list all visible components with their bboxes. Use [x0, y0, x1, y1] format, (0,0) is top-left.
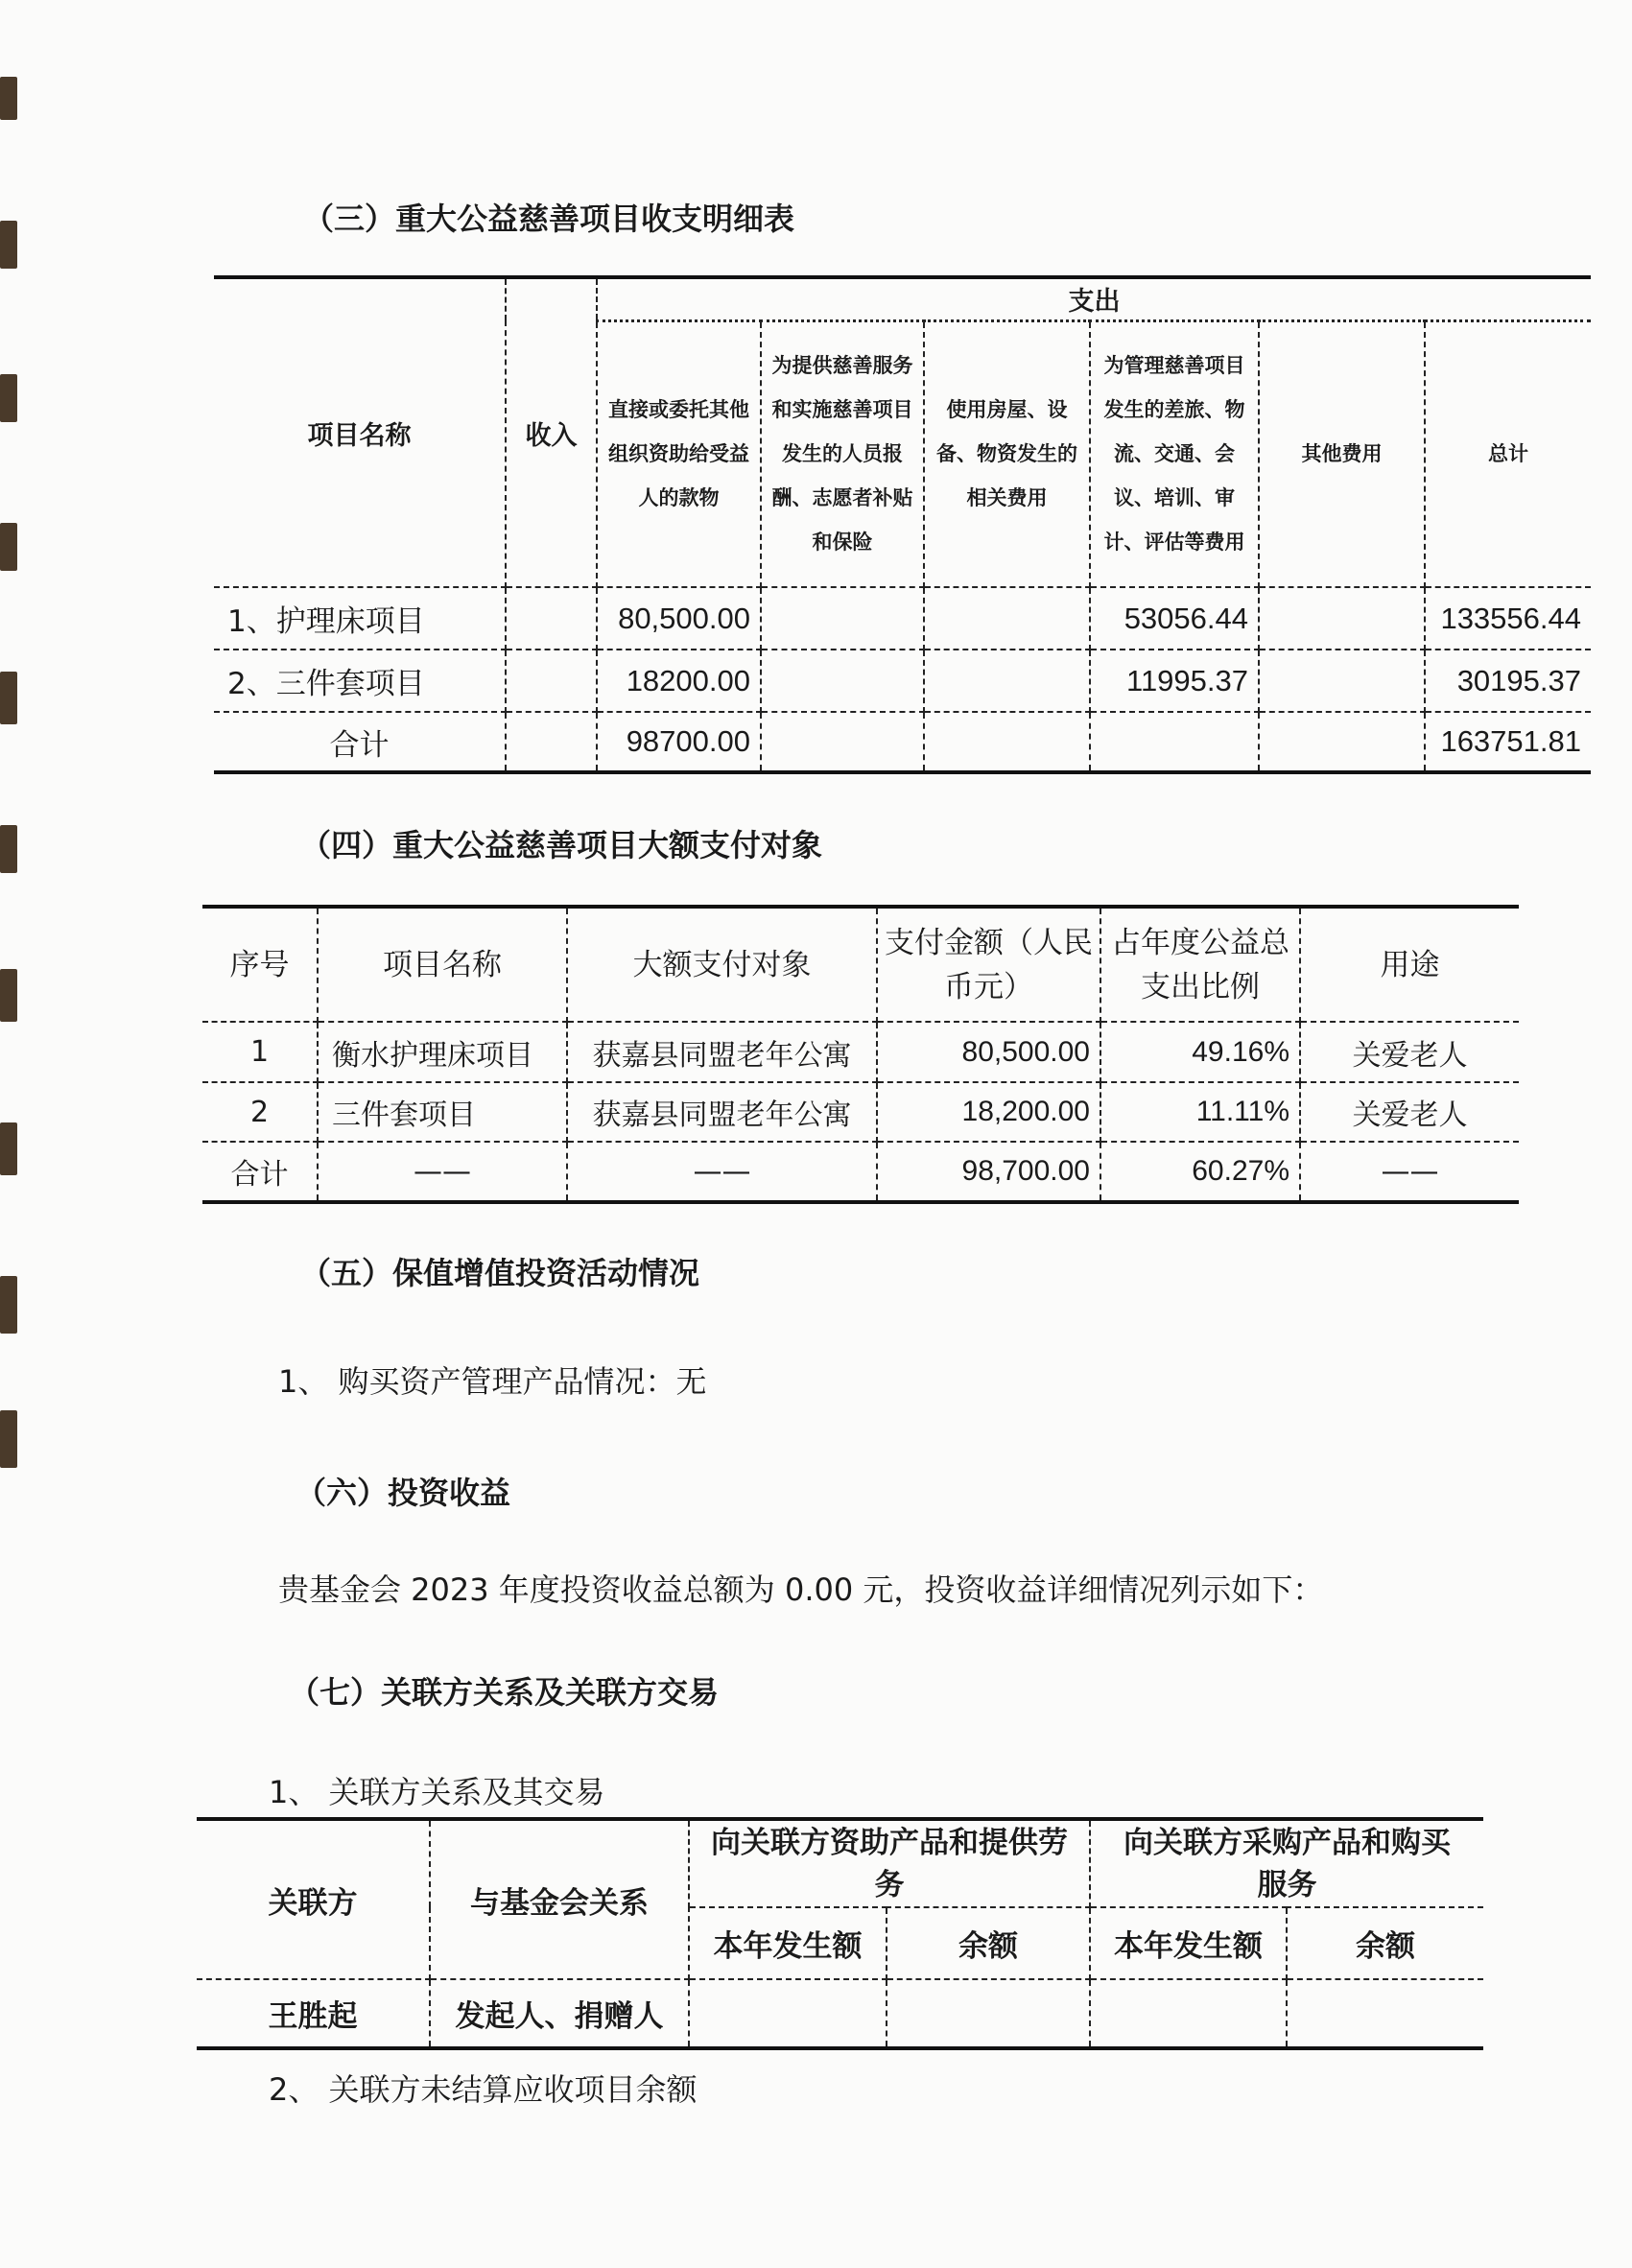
binding-mark	[0, 523, 17, 571]
cell-c5	[1259, 712, 1425, 772]
cell-c5	[1259, 587, 1425, 650]
cell-no: 2	[202, 1082, 318, 1142]
binding-mark	[0, 221, 17, 269]
table-row-total	[214, 712, 1591, 772]
cell-amount: 98,700.00	[877, 1142, 1100, 1202]
cell-c4: 11995.37	[1090, 650, 1259, 712]
project-income-expense-table	[214, 275, 1591, 774]
cell-buy-balance	[1287, 1979, 1483, 2048]
header-total: 总计	[1425, 320, 1591, 587]
binding-mark	[0, 672, 17, 724]
cell-income	[506, 650, 597, 712]
cell-c1: 80,500.00	[597, 587, 761, 650]
section3-title: （三）重大公益慈善项目收支明细表	[303, 201, 795, 237]
cell-no: 合计	[202, 1142, 318, 1202]
table-row	[202, 1082, 1519, 1142]
binding-mark	[0, 969, 17, 1022]
cell-c2	[761, 650, 924, 712]
header-relation: 与基金会关系	[430, 1819, 689, 1979]
section7-sub1: 1、 关联方关系及其交易	[269, 1774, 605, 1810]
cell-party: 王胜起	[197, 1979, 430, 2048]
table-row	[214, 650, 1591, 712]
table-row	[214, 587, 1591, 650]
cell-use: 关爱老人	[1300, 1022, 1519, 1082]
cell-use: 关爱老人	[1300, 1082, 1519, 1142]
cell-name: 合计	[214, 712, 506, 772]
header-give-balance: 余额	[887, 1907, 1090, 1979]
cell-name: 2、三件套项目	[214, 650, 506, 712]
cell-c5	[1259, 650, 1425, 712]
section7-sub2: 2、 关联方未结算应收项目余额	[269, 2071, 698, 2108]
cell-name: 三件套项目	[318, 1082, 567, 1142]
cell-c1: 18200.00	[597, 650, 761, 712]
section5-item1: 1、 购买资产管理产品情况：无	[278, 1363, 707, 1400]
cell-c4	[1090, 712, 1259, 772]
cell-amount: 80,500.00	[877, 1022, 1100, 1082]
cell-ratio: 60.27%	[1100, 1142, 1300, 1202]
cell-income	[506, 587, 597, 650]
header-amount: 支付金额（人民币元）	[877, 907, 1100, 1022]
binding-mark	[0, 825, 17, 873]
cell-c6: 30195.37	[1425, 650, 1591, 712]
header-give-amount: 本年发生额	[689, 1907, 887, 1979]
binding-mark	[0, 77, 17, 120]
section4-title: （四）重大公益慈善项目大额支付对象	[300, 827, 823, 863]
header-buy-amount: 本年发生额	[1090, 1907, 1287, 1979]
header-direct-aid: 直接或委托其他组织资助给受益人的款物	[597, 320, 761, 587]
cell-no: 1	[202, 1022, 318, 1082]
cell-c2	[761, 712, 924, 772]
cell-c3	[924, 712, 1090, 772]
cell-name: 1、护理床项目	[214, 587, 506, 650]
header-buy: 向关联方采购产品和购买服务	[1090, 1819, 1483, 1907]
table-row	[202, 1022, 1519, 1082]
cell-c4: 53056.44	[1090, 587, 1259, 650]
header-income: 收入	[506, 277, 597, 587]
header-management: 为管理慈善项目发生的差旅、物流、交通、会议、培训、审计、评估等费用	[1090, 320, 1259, 587]
cell-payee: 获嘉县同盟老年公寓	[567, 1022, 877, 1082]
cell-income	[506, 712, 597, 772]
cell-buy-amount	[1090, 1979, 1287, 2048]
section6-title: （六）投资收益	[296, 1475, 511, 1511]
binding-mark	[0, 1276, 17, 1334]
header-project-name: 项目名称	[318, 907, 567, 1022]
large-payment-table	[202, 905, 1519, 1204]
related-party-table	[197, 1817, 1483, 2050]
cell-c2	[761, 587, 924, 650]
cell-c6: 133556.44	[1425, 587, 1591, 650]
header-give: 向关联方资助产品和提供劳务	[689, 1819, 1090, 1907]
table-row	[197, 1979, 1483, 2048]
binding-mark	[0, 1122, 17, 1175]
section7-title: （七）关联方关系及关联方交易	[289, 1674, 720, 1711]
cell-give-amount	[689, 1979, 887, 2048]
header-personnel: 为提供慈善服务和实施慈善项目发生的人员报酬、志愿者补贴和保险	[761, 320, 924, 587]
header-project-name: 项目名称	[214, 277, 506, 587]
cell-c3	[924, 650, 1090, 712]
cell-relation: 发起人、捐赠人	[430, 1979, 689, 2048]
header-party: 关联方	[197, 1819, 430, 1979]
cell-name: ——	[318, 1142, 567, 1202]
header-payee: 大额支付对象	[567, 907, 877, 1022]
cell-payee: ——	[567, 1142, 877, 1202]
cell-payee: 获嘉县同盟老年公寓	[567, 1082, 877, 1142]
cell-give-balance	[887, 1979, 1090, 2048]
header-other: 其他费用	[1259, 320, 1425, 587]
section6-text: 贵基金会 2023 年度投资收益总额为 0.00 元，投资收益详细情况列示如下：	[278, 1571, 1324, 1608]
table-row-total	[202, 1142, 1519, 1202]
binding-mark	[0, 374, 17, 422]
header-facility: 使用房屋、设备、物资发生的相关费用	[924, 320, 1090, 587]
header-use: 用途	[1300, 907, 1519, 1022]
header-no: 序号	[202, 907, 318, 1022]
cell-ratio: 11.11%	[1100, 1082, 1300, 1142]
cell-use: ——	[1300, 1142, 1519, 1202]
cell-ratio: 49.16%	[1100, 1022, 1300, 1082]
cell-c6: 163751.81	[1425, 712, 1591, 772]
header-ratio: 占年度公益总支出比例	[1100, 907, 1300, 1022]
cell-name: 衡水护理床项目	[318, 1022, 567, 1082]
cell-amount: 18,200.00	[877, 1082, 1100, 1142]
cell-c1: 98700.00	[597, 712, 761, 772]
binding-mark	[0, 1410, 17, 1468]
header-buy-balance: 余额	[1287, 1907, 1483, 1979]
section5-title: （五）保值增值投资活动情况	[300, 1255, 700, 1291]
cell-c3	[924, 587, 1090, 650]
header-expense: 支出	[597, 277, 1591, 320]
